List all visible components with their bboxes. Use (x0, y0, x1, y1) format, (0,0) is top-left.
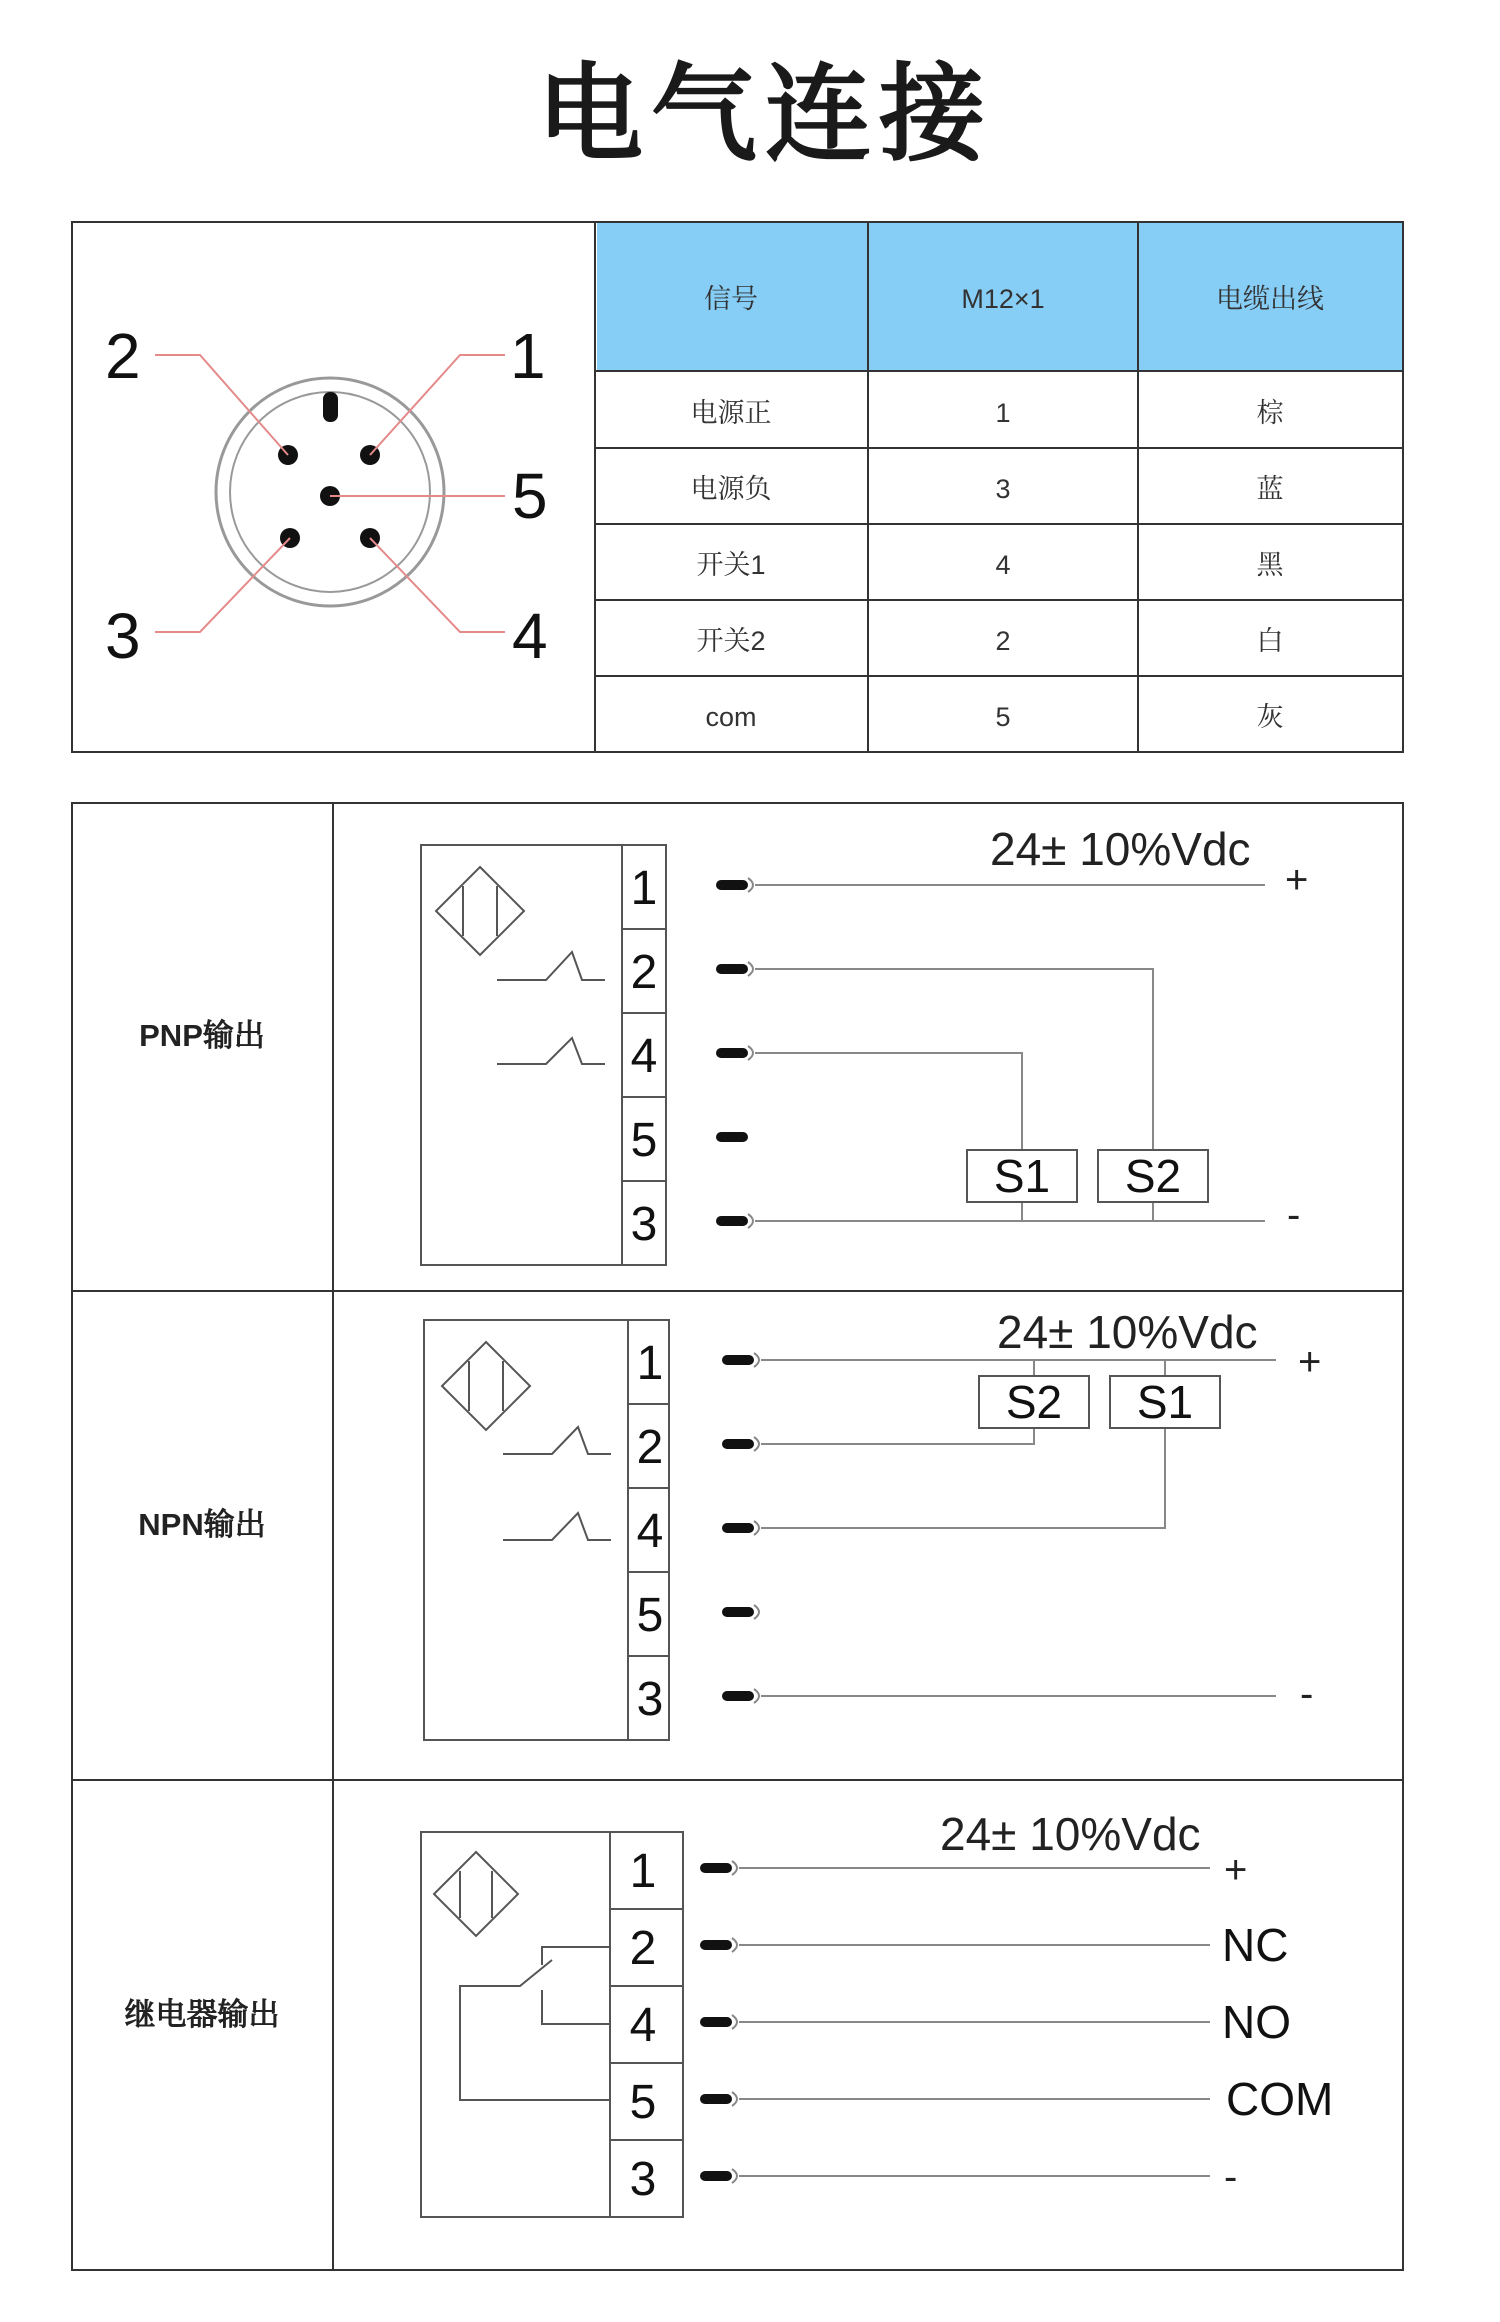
pnp-wiring-diagram (421, 823, 1308, 1265)
terminal-number: 3 (630, 1198, 658, 1251)
pin-label-5: 5 (512, 460, 548, 532)
supply-voltage-label: 24± 10%Vdc (997, 1306, 1258, 1358)
supply-voltage-label: 24± 10%Vdc (940, 1808, 1201, 1860)
table-cell: 开关2 (696, 626, 766, 656)
table-cell: 电源正 (690, 398, 772, 428)
pnp-output-label: PNP输出 (139, 1018, 265, 1053)
wire-3 (754, 1689, 1276, 1703)
terminal-number: 2 (629, 1922, 657, 1975)
connector-section (72, 222, 1403, 752)
supply-minus-sign: - (1287, 1193, 1301, 1237)
terminal-number: 5 (629, 2076, 657, 2129)
terminal-number: 1 (630, 862, 658, 915)
npn-output-label: NPN输出 (138, 1507, 266, 1542)
pin-label-3: 3 (105, 600, 141, 672)
pin-table (595, 222, 1403, 752)
table-cell: 4 (995, 550, 1011, 580)
table-cell: 灰 (1256, 702, 1284, 732)
switch-symbol-icon (497, 952, 605, 980)
table-row (696, 550, 1284, 580)
plug-pin-icon (716, 1048, 748, 1058)
pin-label-2: 2 (105, 320, 141, 392)
terminal-number: 1 (629, 1845, 657, 1898)
output-nc-label: NC (1222, 1919, 1289, 1971)
terminal-number: 5 (630, 1114, 658, 1167)
plug-pin-icon (716, 1132, 748, 1142)
plug-pin-icon (700, 1940, 732, 1950)
table-row (705, 702, 1283, 732)
pin-table-header-m12: M12×1 (961, 284, 1045, 314)
load-s2-label: S2 (1124, 1150, 1182, 1202)
wire-2 (732, 1938, 1210, 1952)
switch-symbol-icon (503, 1513, 611, 1540)
supply-minus-sign: - (1224, 2155, 1238, 2199)
relay-wiring-diagram (421, 1808, 1333, 2217)
leader-pin-3 (155, 538, 290, 632)
wire-3 (748, 1214, 1265, 1228)
supply-minus-sign: - (1300, 1672, 1314, 1716)
sensor-symbol-icon (442, 1342, 530, 1430)
pin-label-1: 1 (510, 320, 546, 392)
plug-pin-icon (722, 1439, 754, 1449)
terminal-number: 2 (630, 946, 658, 999)
table-cell: 开关1 (696, 550, 766, 580)
supply-voltage-label: 24± 10%Vdc (990, 823, 1251, 875)
relay-no-contact (542, 1990, 610, 2024)
table-cell: 5 (995, 702, 1011, 732)
output-no-label: NO (1222, 1996, 1291, 2048)
wire-2 (754, 1428, 1034, 1451)
terminal-number: 3 (629, 2153, 657, 2206)
wire-1 (732, 1861, 1210, 1875)
plug-pin-icon (700, 2171, 732, 2181)
plug-pin-icon (716, 880, 748, 890)
table-row (696, 626, 1283, 656)
load-s1-label: S1 (1136, 1376, 1194, 1428)
plug-pin-icon (700, 1863, 732, 1873)
supply-plus-sign: + (1285, 858, 1309, 902)
wiring-section (72, 803, 1403, 2270)
sensor-symbol-icon (436, 867, 524, 955)
plug-pin-icon (716, 964, 748, 974)
plug-pin-icon (700, 2017, 732, 2027)
table-cell: 黑 (1256, 550, 1284, 580)
table-cell: com (705, 702, 757, 732)
load-s1-label: S1 (993, 1150, 1051, 1202)
wire-1 (748, 878, 1265, 892)
leader-pin-1 (370, 355, 505, 455)
wire-5 (732, 2092, 1210, 2106)
m12-connector-drawing (105, 320, 548, 672)
terminal-number: 4 (629, 1999, 657, 2052)
wire-2 (748, 962, 1153, 1150)
table-cell: 蓝 (1256, 474, 1284, 504)
leader-pin-2 (155, 355, 288, 455)
page-title: 电气连接 (537, 53, 993, 176)
terminal-number: 1 (636, 1337, 664, 1390)
relay-nc-contact (542, 1947, 610, 1965)
wire-5 (754, 1605, 759, 1619)
relay-output-label: 继电器输出 (124, 1997, 280, 2032)
sensor-symbol-icon (434, 1852, 518, 1936)
leader-pin-4 (370, 538, 505, 632)
terminal-number: 2 (636, 1421, 664, 1474)
sensor-body (421, 845, 666, 1265)
plug-pin-icon (722, 1355, 754, 1365)
terminal-number: 4 (630, 1030, 658, 1083)
table-row (691, 398, 1285, 428)
terminal-number: 3 (636, 1673, 664, 1726)
wire-4 (748, 1046, 1022, 1150)
table-cell: 电源负 (690, 474, 772, 504)
load-s2-label: S2 (1005, 1376, 1063, 1428)
switch-symbol-icon (503, 1427, 611, 1454)
wire-3 (732, 2169, 1210, 2183)
plug-pin-icon (716, 1216, 748, 1226)
table-cell: 2 (995, 626, 1011, 656)
table-cell: 棕 (1256, 398, 1284, 428)
plug-pin-icon (722, 1691, 754, 1701)
plug-pin-icon (722, 1607, 754, 1617)
plug-pin-icon (700, 2094, 732, 2104)
supply-plus-sign: + (1224, 1848, 1248, 1892)
npn-wiring-diagram (424, 1306, 1321, 1740)
table-cell: 1 (995, 398, 1011, 428)
supply-plus-sign: + (1298, 1340, 1322, 1384)
plug-pin-icon (722, 1523, 754, 1533)
table-row (691, 474, 1284, 504)
pin-table-header-signal: 信号 (704, 284, 758, 314)
sensor-body (424, 1320, 669, 1740)
terminal-number: 5 (636, 1589, 664, 1642)
wire-4 (732, 2015, 1210, 2029)
relay-contact-icon (460, 1960, 610, 2100)
switch-symbol-icon (497, 1038, 605, 1064)
table-cell: 3 (995, 474, 1011, 504)
terminal-number: 4 (636, 1505, 664, 1558)
pin-label-4: 4 (512, 600, 548, 672)
table-cell: 白 (1256, 626, 1284, 656)
pin-table-header-cable: 电缆出线 (1216, 284, 1324, 314)
output-com-label: COM (1226, 2073, 1334, 2125)
wiring-section-frame (72, 803, 1403, 2270)
connector-key (323, 392, 338, 422)
